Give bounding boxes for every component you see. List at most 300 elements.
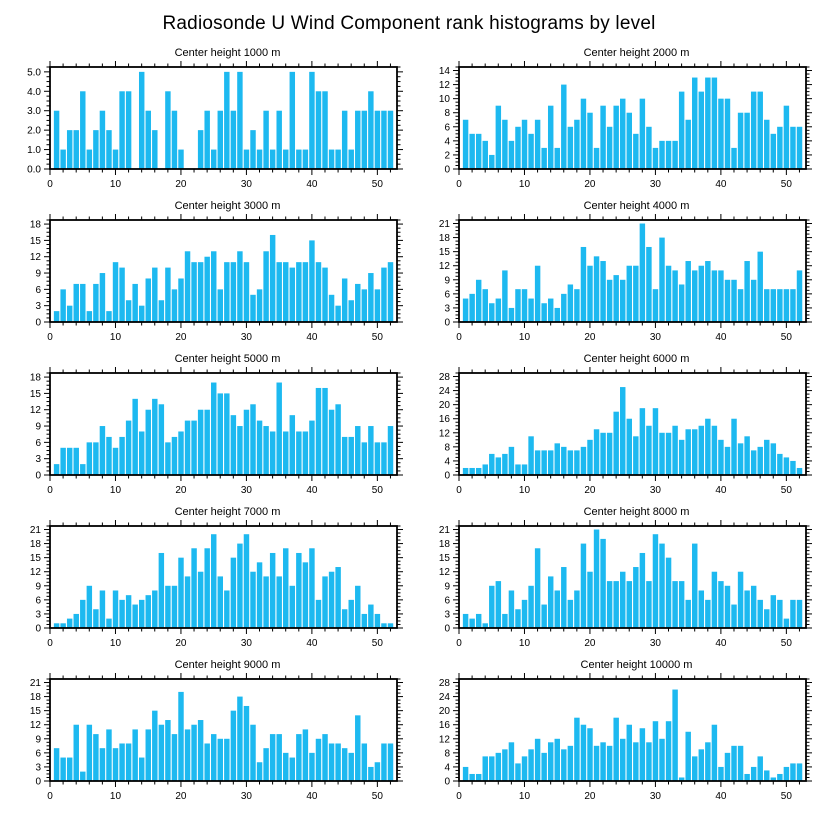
bar [790, 763, 795, 781]
bar [211, 150, 216, 169]
bar [679, 284, 684, 322]
bar [561, 447, 566, 475]
panel-title: Center height 2000 m [583, 47, 690, 59]
bar [496, 753, 501, 781]
y-tick-label: 2 [444, 150, 450, 162]
bar [738, 443, 743, 475]
bar [126, 300, 131, 322]
bar [290, 268, 295, 322]
x-tick-label: 30 [240, 485, 252, 496]
bar [165, 586, 170, 628]
bar [67, 306, 72, 322]
bar [561, 749, 566, 781]
y-tick-label: 18 [29, 692, 41, 704]
bar [541, 303, 546, 322]
y-tick-label: 6 [444, 289, 450, 301]
histogram-panel [0, 352, 409, 505]
bar [322, 91, 327, 169]
y-tick-label: 1.0 [27, 145, 41, 157]
bar [502, 120, 507, 169]
bar [535, 739, 540, 781]
bar [375, 289, 380, 322]
bar [60, 289, 65, 322]
x-tick-label: 20 [584, 638, 596, 649]
bar [581, 447, 586, 475]
bar [692, 78, 697, 169]
bar [106, 619, 111, 628]
bar [60, 448, 65, 475]
bar [100, 111, 105, 169]
x-tick-label: 20 [584, 791, 596, 802]
bar [270, 734, 275, 781]
bar [290, 415, 295, 475]
bars [463, 387, 802, 475]
bars [463, 690, 802, 781]
bar [54, 111, 59, 169]
bar [744, 113, 749, 169]
bar [548, 299, 553, 322]
y-tick-label: 12 [29, 405, 41, 417]
bar [587, 572, 592, 628]
bar [777, 454, 782, 475]
y-tick-label: 0 [444, 776, 450, 788]
bar [250, 130, 255, 169]
x-tick-label: 30 [649, 791, 661, 802]
bar [666, 266, 671, 322]
bar [368, 273, 373, 322]
bar [303, 562, 308, 628]
bar [528, 749, 533, 781]
x-tick-label: 40 [715, 638, 727, 649]
bar [784, 619, 789, 628]
bar [276, 576, 281, 628]
bar [594, 746, 599, 781]
bar [751, 767, 756, 781]
bar [555, 590, 560, 628]
x-tick-label: 0 [456, 179, 462, 190]
bar [322, 388, 327, 475]
y-tick-label: 15 [438, 553, 450, 565]
bar [119, 743, 124, 781]
bar [653, 534, 658, 628]
bar [178, 692, 183, 781]
bar [87, 725, 92, 781]
x-tick-label: 30 [649, 179, 661, 190]
bar [738, 113, 743, 169]
bar [581, 725, 586, 781]
bar [685, 429, 690, 475]
bar [692, 270, 697, 322]
bar [250, 404, 255, 475]
bar [231, 262, 236, 322]
bar [509, 141, 514, 169]
bar [342, 748, 347, 781]
bar [296, 431, 301, 475]
y-tick-label: 9 [35, 581, 41, 593]
bar [718, 270, 723, 322]
y-tick-label: 3 [35, 454, 41, 466]
bar [74, 725, 79, 781]
bar [646, 581, 651, 628]
bar [146, 410, 151, 475]
bar [335, 567, 340, 628]
bar [159, 404, 164, 475]
bar [106, 130, 111, 169]
x-tick-label: 50 [371, 179, 383, 190]
bar [627, 581, 632, 628]
x-tick-label: 40 [715, 791, 727, 802]
bar [263, 111, 268, 169]
x-tick-label: 40 [306, 638, 318, 649]
bar [646, 127, 651, 169]
y-tick-label: 5.0 [27, 67, 41, 79]
bar [139, 431, 144, 475]
bar [244, 262, 249, 322]
bar [283, 548, 288, 628]
bar [587, 440, 592, 475]
bar [368, 91, 373, 169]
bar [705, 419, 710, 475]
y-tick-label: 21 [29, 525, 41, 537]
bar [489, 454, 494, 475]
bar [483, 141, 488, 169]
bar [381, 743, 386, 781]
bar [699, 749, 704, 781]
bar [309, 72, 314, 169]
bar [375, 111, 380, 169]
bar [152, 399, 157, 475]
bar [797, 600, 802, 628]
bar [211, 534, 216, 628]
bar [679, 440, 684, 475]
bar [653, 408, 658, 475]
y-tick-label: 3 [444, 303, 450, 315]
bar [355, 284, 360, 322]
bar [290, 758, 295, 781]
bar [685, 120, 690, 169]
bar [502, 270, 507, 322]
bar [744, 590, 749, 628]
bar [204, 743, 209, 781]
bar [758, 92, 763, 169]
histogram-svg [409, 366, 818, 505]
y-tick-label: 6 [35, 284, 41, 296]
bar [113, 262, 118, 322]
histogram-panel [0, 46, 409, 199]
bar [620, 739, 625, 781]
bar [561, 567, 566, 628]
x-tick-label: 50 [780, 332, 792, 343]
bar [309, 753, 314, 781]
bar [349, 300, 354, 322]
histogram-svg [0, 672, 409, 811]
bar [640, 408, 645, 475]
bar [790, 127, 795, 169]
bar [790, 600, 795, 628]
bar [672, 141, 677, 169]
bar [777, 600, 782, 628]
y-tick-label: 8 [444, 442, 450, 454]
bar [191, 725, 196, 781]
x-tick-label: 10 [518, 485, 531, 496]
bar [496, 581, 501, 628]
bar [388, 743, 393, 781]
bar [476, 774, 481, 781]
y-tick-label: 0 [444, 317, 450, 329]
bar [764, 609, 769, 628]
bar [535, 266, 540, 322]
bar [329, 572, 334, 628]
bar [522, 120, 527, 169]
bar [276, 734, 281, 781]
bar [349, 150, 354, 169]
bar [764, 120, 769, 169]
bar [528, 134, 533, 169]
y-tick-label: 3 [35, 609, 41, 621]
bar [738, 572, 743, 628]
bar [685, 600, 690, 628]
bar [561, 294, 566, 322]
bar [600, 742, 605, 781]
panel-title: Center height 9000 m [174, 659, 281, 671]
bar [198, 720, 203, 781]
panel-title: Center height 4000 m [583, 200, 690, 212]
bar [469, 468, 474, 475]
bar [198, 130, 203, 169]
y-tick-label: 21 [438, 219, 450, 231]
bar [283, 150, 288, 169]
bar [204, 111, 209, 169]
bar [80, 91, 85, 169]
x-tick-label: 40 [715, 179, 727, 190]
bar [309, 548, 314, 628]
bar [600, 106, 605, 169]
bar [469, 134, 474, 169]
bar [797, 763, 802, 781]
panel-title: Center height 7000 m [174, 506, 281, 518]
bar [67, 130, 72, 169]
bar [146, 595, 151, 628]
bar [152, 590, 157, 628]
bar [797, 468, 802, 475]
bar [198, 262, 203, 322]
bar [87, 442, 92, 475]
bar [113, 590, 118, 628]
bar [362, 289, 367, 322]
bar [263, 576, 268, 628]
y-tick-label: 8 [444, 108, 450, 120]
bar [388, 426, 393, 475]
bar [303, 262, 308, 322]
histogram-panel [409, 505, 818, 658]
bar [646, 426, 651, 475]
bar [250, 572, 255, 628]
bar [712, 725, 717, 781]
bar [132, 729, 137, 781]
bar [574, 590, 579, 628]
bar [541, 753, 546, 781]
bar [204, 410, 209, 475]
bar [718, 99, 723, 169]
bar [178, 558, 183, 628]
bar [290, 586, 295, 628]
bar [515, 609, 520, 628]
bar [522, 464, 527, 475]
x-tick-label: 50 [780, 485, 792, 496]
histogram-svg [0, 60, 409, 199]
bar [463, 120, 468, 169]
bar [178, 431, 183, 475]
bar [60, 758, 65, 781]
bar [316, 91, 321, 169]
bar [74, 284, 79, 322]
bar [699, 92, 704, 169]
bar [751, 450, 756, 475]
x-tick-label: 40 [715, 485, 727, 496]
bar [335, 150, 340, 169]
bar [548, 742, 553, 781]
bar [620, 280, 625, 322]
bar [771, 443, 776, 475]
bar [54, 311, 59, 322]
bar [159, 553, 164, 628]
bar [276, 262, 281, 322]
bar [712, 426, 717, 475]
bar [270, 150, 275, 169]
x-tick-label: 30 [649, 485, 661, 496]
histogram-panel [409, 352, 818, 505]
bar [751, 92, 756, 169]
bar [198, 572, 203, 628]
x-tick-label: 0 [47, 638, 53, 649]
bar [165, 268, 170, 322]
bar [159, 300, 164, 322]
x-tick-label: 20 [584, 332, 596, 343]
bar [329, 410, 334, 475]
bar [784, 289, 789, 322]
bar [237, 251, 242, 322]
bar [489, 756, 494, 781]
bar [515, 763, 520, 781]
x-tick-label: 20 [175, 485, 187, 496]
bar [362, 614, 367, 628]
bar [725, 280, 730, 322]
bar [607, 127, 612, 169]
histogram-panel [0, 505, 409, 658]
bar [548, 576, 553, 628]
bar [469, 294, 474, 322]
bar [146, 278, 151, 322]
x-tick-label: 10 [518, 332, 531, 343]
y-tick-label: 12 [438, 80, 450, 92]
bar [388, 111, 393, 169]
bar [685, 732, 690, 781]
bar [276, 383, 281, 475]
bar [60, 150, 65, 169]
bar [627, 113, 632, 169]
x-tick-label: 0 [456, 485, 462, 496]
bar [568, 600, 573, 628]
y-tick-label: 15 [29, 706, 41, 718]
bar [653, 148, 658, 169]
bar [257, 421, 262, 475]
y-tick-label: 18 [438, 539, 450, 551]
bar [666, 558, 671, 628]
bar [93, 442, 98, 475]
y-tick-label: 3 [444, 609, 450, 621]
histogram-grid [0, 46, 818, 811]
histogram-panel [409, 46, 818, 199]
bar [568, 450, 573, 475]
x-tick-label: 10 [518, 638, 531, 649]
bar [283, 262, 288, 322]
bar [771, 134, 776, 169]
bar [705, 78, 710, 169]
bar [80, 600, 85, 628]
bar [349, 753, 354, 781]
y-tick-label: 8 [444, 748, 450, 760]
bar [381, 111, 386, 169]
bar [322, 576, 327, 628]
bar [231, 111, 236, 169]
bar [476, 134, 481, 169]
bar [185, 576, 190, 628]
bar [316, 388, 321, 475]
y-tick-label: 12 [438, 734, 450, 746]
bar [764, 289, 769, 322]
bar [463, 767, 468, 781]
bar [106, 437, 111, 475]
bars [54, 72, 393, 169]
y-tick-label: 0 [444, 623, 450, 635]
bar [496, 299, 501, 322]
bar [322, 734, 327, 781]
bar [211, 383, 216, 475]
bar [555, 148, 560, 169]
bar [231, 415, 236, 475]
x-tick-label: 0 [456, 791, 462, 802]
bar [283, 431, 288, 475]
bar [172, 289, 177, 322]
bar [613, 275, 618, 322]
histogram-panel [0, 658, 409, 811]
x-tick-label: 10 [109, 791, 122, 802]
bar [257, 762, 262, 781]
bar [244, 706, 249, 781]
histogram-svg [0, 213, 409, 352]
bar [244, 410, 249, 475]
bar [712, 78, 717, 169]
bar [67, 619, 72, 628]
bar [568, 127, 573, 169]
panel-title: Center height 10000 m [580, 659, 693, 671]
bar [587, 113, 592, 169]
bar [316, 262, 321, 322]
bar [106, 729, 111, 781]
bar [152, 268, 157, 322]
histogram-panel [409, 199, 818, 352]
bar [764, 770, 769, 781]
bar [764, 440, 769, 475]
bar [744, 261, 749, 322]
panel-title: Center height 8000 m [583, 506, 690, 518]
bars [54, 383, 393, 475]
bar [653, 289, 658, 322]
bar [659, 433, 664, 475]
y-tick-label: 21 [438, 525, 450, 537]
x-tick-label: 20 [175, 791, 187, 802]
bar [231, 558, 236, 628]
